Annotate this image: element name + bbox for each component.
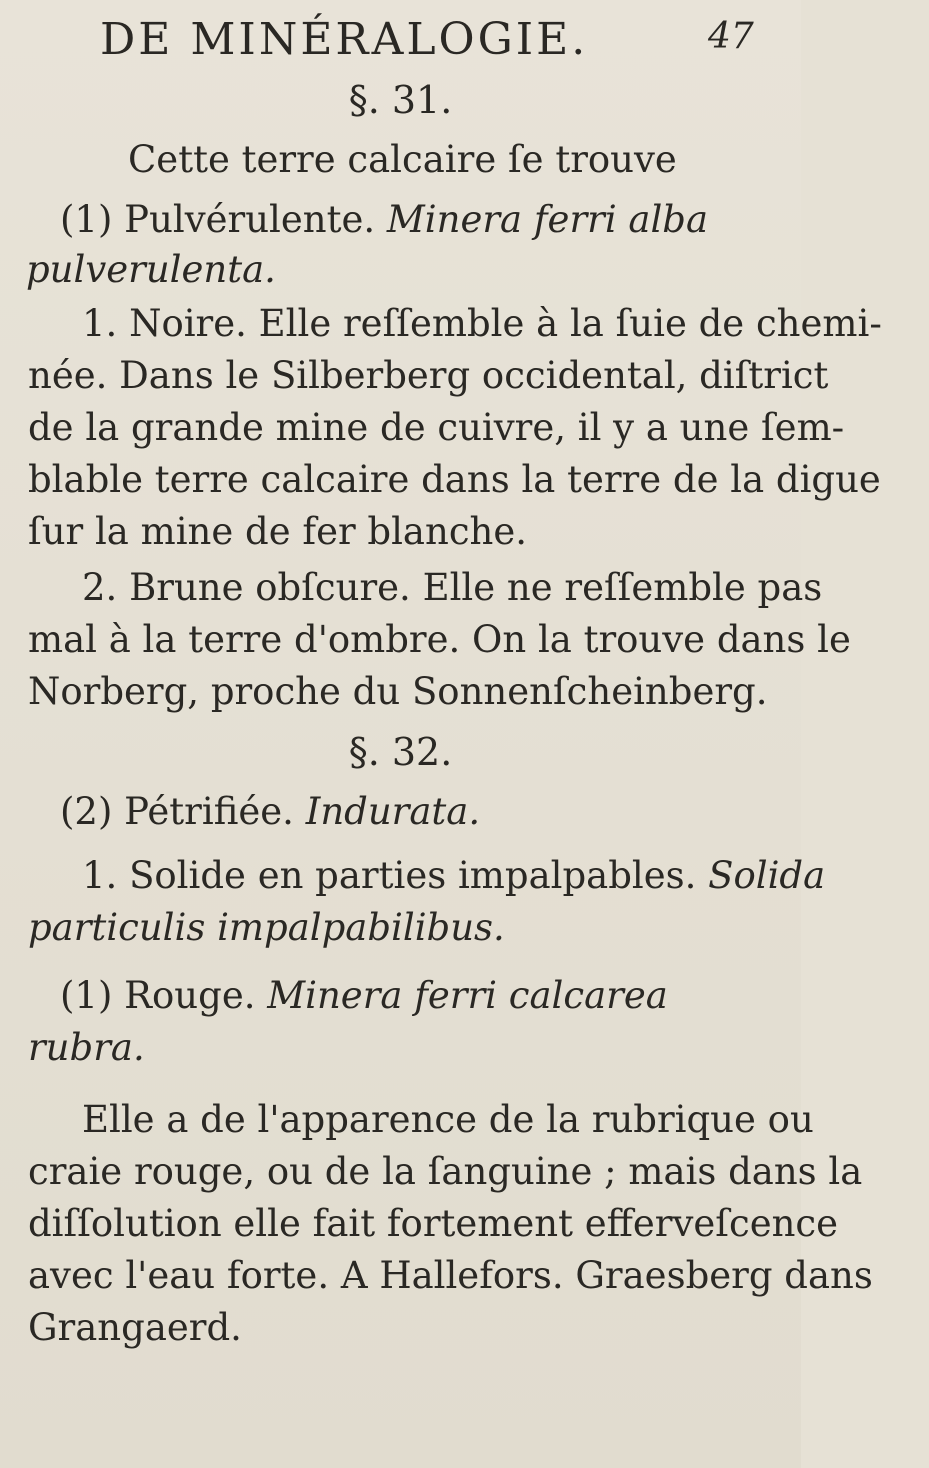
- item-rouge-latin-cont: rubra.: [28, 1026, 145, 1069]
- page-header: [0, 14, 801, 66]
- item-pulverulente-latin: Minera ferri alba: [386, 198, 709, 241]
- item-petrifiee: [0, 788, 861, 836]
- solid-line: [0, 852, 883, 900]
- section-heading-31: §. 31.: [348, 78, 453, 122]
- item-petrifiee-latin: Indurata.: [305, 790, 481, 833]
- item-rouge: [0, 972, 861, 1020]
- variety-noire-line-5: ſur la mine de fer blanche.: [28, 510, 528, 553]
- solid-title: 1. Solide en parties impalpables.: [82, 854, 697, 897]
- item-pulverulente: [0, 196, 861, 244]
- paragraph-line-2: craie rouge, ou de la ſanguine ; mais dans la: [28, 1150, 863, 1193]
- variety-brune-line-3: Norberg, proche du Sonnenſcheinberg.: [28, 670, 768, 713]
- paragraph-line-5: Grangaerd.: [28, 1306, 242, 1349]
- item-pulverulente-title: (1) Pulvérulente.: [60, 198, 376, 241]
- paragraph-line-1: Elle a de l'apparence de la rubrique ou: [82, 1098, 814, 1141]
- variety-noire-line-3: de la grande mine de cuivre, il y a une ſem-: [28, 406, 845, 449]
- variety-noire-line-2: née. Dans le Silberberg occidental, diſtrict: [28, 354, 829, 397]
- item-petrifiee-title: (2) Pétrifiée.: [60, 790, 294, 833]
- solid-latin-cont: particulis impalpabilibus.: [28, 906, 505, 949]
- item-rouge-latin: Minera ferri calcarea: [267, 974, 668, 1017]
- item-pulverulente-latin-cont: pulverulenta.: [26, 248, 276, 291]
- solid-latin: Solida: [708, 854, 826, 897]
- page-number: 47: [708, 16, 754, 57]
- intro-line: Cette terre calcaire ſe trouve: [128, 138, 677, 181]
- variety-noire-line-4: blable terre calcaire dans la terre de la digue: [28, 458, 881, 501]
- variety-noire-line-1: 1. Noire. Elle reſſemble à la ſuie de chemi-: [82, 302, 882, 345]
- section-heading-32: §. 32.: [348, 730, 453, 774]
- running-title: DE MINÉRALOGIE.: [100, 14, 589, 65]
- paragraph-line-4: avec l'eau forte. A Hallefors. Graesberg dans: [28, 1254, 873, 1297]
- variety-brune-line-2: mal à la terre d'ombre. On la trouve dans le: [28, 618, 851, 661]
- variety-brune-line-1: 2. Brune obſcure. Elle ne reſſemble pas: [82, 566, 823, 609]
- paragraph-line-3: diſſolution elle fait fortement efferveſcence: [28, 1202, 839, 1245]
- item-rouge-title: (1) Rouge.: [60, 974, 256, 1017]
